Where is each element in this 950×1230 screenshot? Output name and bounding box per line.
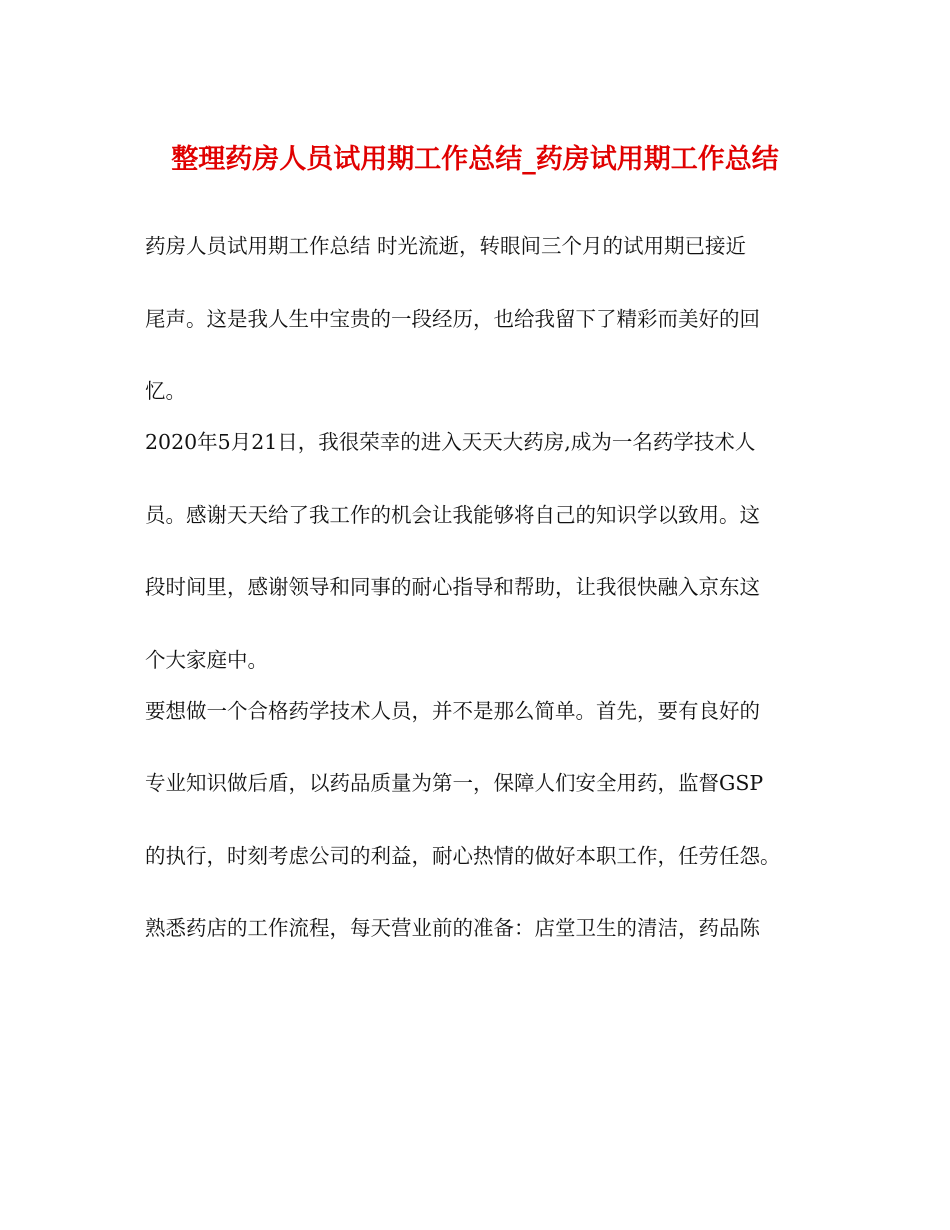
paragraph-line: 药房人员试用期工作总结 时光流逝，转眼间三个月的试用期已接近: [145, 234, 747, 258]
paragraph-line: 员。感谢天天给了我工作的机会让我能够将自己的知识学以致用。这: [145, 502, 760, 527]
paragraph-line: 尾声。这是我人生中宝贵的一段经历，也给我留下了精彩而美好的回: [145, 306, 760, 331]
paragraph-line: 段时间里，感谢领导和同事的耐心指导和帮助，让我很快融入京东这: [145, 575, 760, 599]
document-title: 整理药房人员试用期工作总结_药房试用期工作总结: [171, 144, 779, 175]
document-body: [145, 228, 825, 983]
paragraph-line: 2020年5月21日，我很荣幸的进入天天大药房,成为一名药学技术人: [145, 430, 756, 454]
paragraph-line: 忆。: [145, 379, 186, 403]
paragraph-line: 的执行，时刻考虑公司的利益，耐心热情的做好本职工作，任劳任怨。: [145, 843, 781, 868]
paragraph-line: 个大家庭中。: [145, 647, 268, 672]
paragraph-line: 熟悉药店的工作流程，每天营业前的准备：店堂卫生的清洁，药品陈: [145, 916, 760, 940]
paragraph-line: 要想做一个合格药学技术人员，并不是那么简单。首先，要有良好的: [145, 698, 760, 723]
paragraph-line: 专业知识做后盾，以药品质量为第一，保障人们安全用药，监督GSP: [145, 771, 764, 795]
